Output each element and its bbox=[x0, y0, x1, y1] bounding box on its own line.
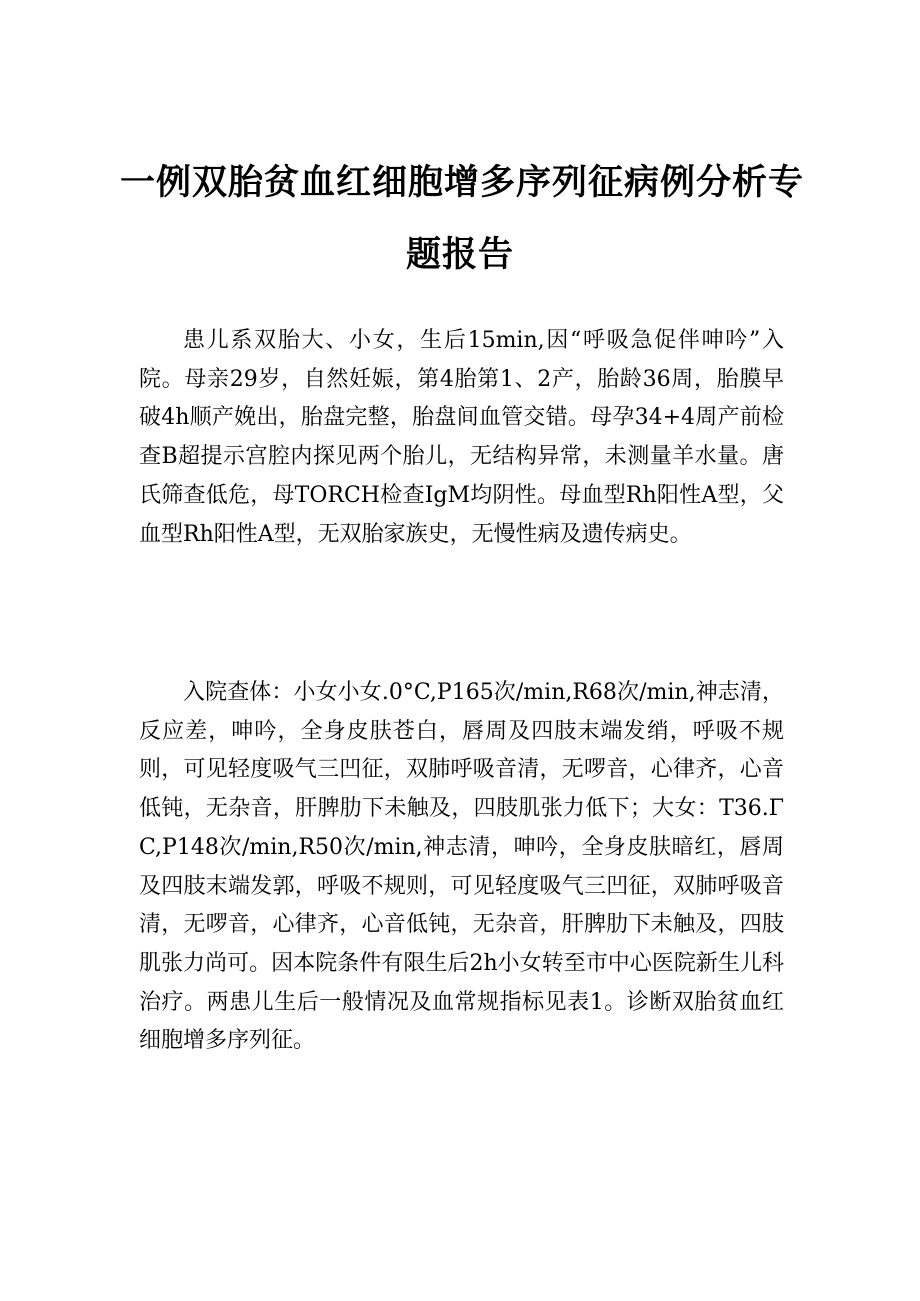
document-title-line-2: 题报告 bbox=[405, 235, 514, 275]
document-title-line-1: 一例双胎贫血红细胞增多序列征病例分析专 bbox=[120, 163, 805, 203]
paragraph-medical-history: 患儿系双胎大、小女，生后15min,因“呼吸急促伴呻吟”入院。母亲29岁，自然妊娠，第4胎第1、2产，胎龄36周，胎膜早破4h顺产娩出，胎盘完整，胎盘间血管交错。母孕34+4周产前检查B超提示宫腔内探见两个胎儿，无结构异常，未测量羊水量。唐氏筛查低危，母TORCH检查IgM均阴性。母血型Rh阳性A型，父血型Rh阳性A型，无双胎家族史，无慢性病及遗传病史。 bbox=[139, 328, 784, 547]
paragraph-physical-exam: 入院查体：小女小女.0°C,P165次/min,R68次/min,神志清，反应差，呻吟，全身皮肤苍白，唇周及四肢末端发绡，呼吸不规则，可见轻度吸气三凹征，双肺呼吸音清，无啰音，心律齐，心音低钝，无杂音，肝脾肋下未触及，四肢肌张力低下；大女：T36.ΓC,P148次/min,R50次/min,神志清，呻吟，全身皮肤暗红，唇周及四肢末端发郭，呼吸不规则，可见轻度吸气三凹征，双肺呼吸音清，无啰音，心律齐，心音低钝，无杂音，肝脾肋下未触及，四肢肌张力尚可。因本院条件有限生后2h小女转至市中心医院新生儿科治疗。两患儿生后一般情况及血常规指标见表1。诊断双胎贫血红细胞增多序列征。 bbox=[139, 680, 784, 1054]
